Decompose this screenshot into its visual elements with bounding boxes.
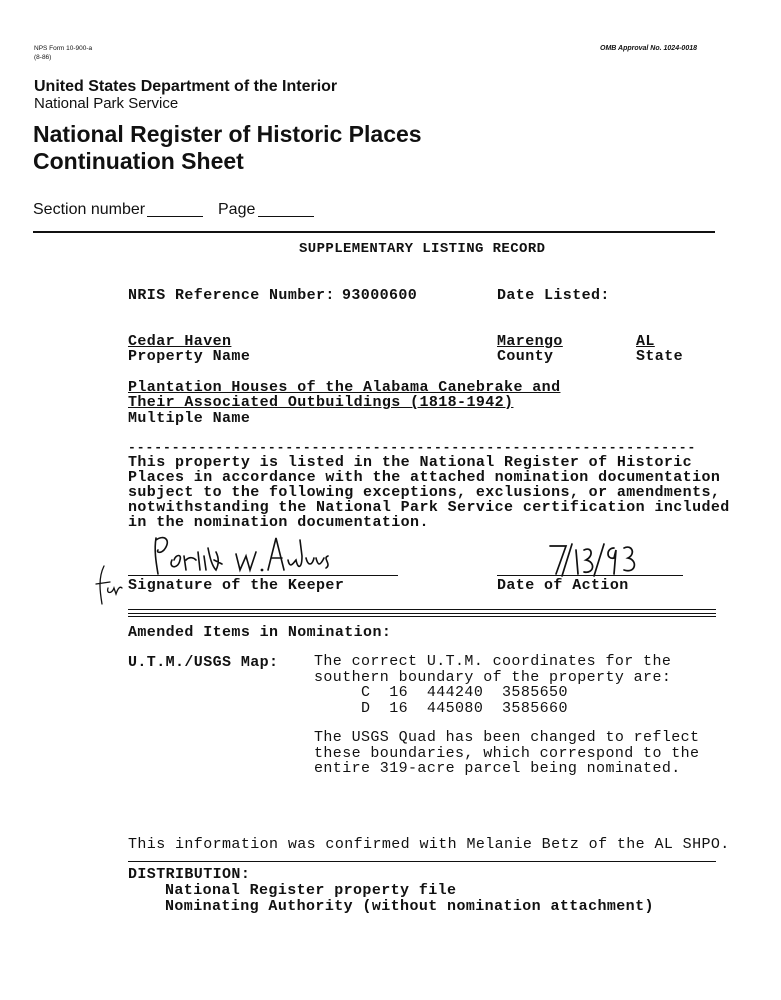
date-of-action-line: [497, 575, 683, 576]
date-of-action-label: Date of Action: [497, 577, 629, 594]
dashed-divider: -----------------------------------------------------------------: [128, 440, 697, 455]
department: United States Department of the Interior: [34, 78, 338, 95]
margin-initial-mark: [94, 562, 124, 607]
multiple-name-label: Multiple Name: [128, 410, 251, 427]
form-date: (8-86): [34, 54, 52, 61]
statement-line: Places in accordance with the attached nomination documentation: [128, 469, 721, 486]
property-name-value: Cedar Haven: [128, 333, 232, 350]
header-rule: [33, 231, 715, 233]
usgs-line: these boundaries, which correspond to the: [314, 744, 700, 762]
utm-label: U.T.M./USGS Map:: [128, 654, 279, 671]
distribution-label: DISTRIBUTION:: [128, 866, 251, 883]
utm-coordinate-d: D 16 445080 3585660: [314, 699, 568, 717]
utm-line: southern boundary of the property are:: [314, 668, 672, 686]
page-label: Page: [218, 201, 256, 218]
amended-heading: Amended Items in Nomination:: [128, 624, 392, 641]
utm-statement: [314, 654, 671, 716]
form-number: NPS Form 10-900-a: [34, 45, 93, 52]
county-value: Marengo: [497, 333, 563, 350]
statement-line: in the nomination documentation.: [128, 514, 429, 531]
date-of-action-handwritten: [540, 540, 640, 576]
signature-line: [128, 575, 398, 576]
keeper-signature: [150, 530, 350, 580]
usgs-line: entire 319-acre parcel being nominated.: [314, 760, 681, 777]
listing-statement: [128, 455, 730, 530]
nris-value: 93000600: [342, 287, 418, 304]
double-divider: [128, 609, 716, 614]
distribution-item: Nominating Authority (without nomination attachment): [165, 898, 654, 915]
section-number-field: [147, 216, 203, 217]
date-listed-label: Date Listed:: [497, 287, 610, 304]
multiple-name-line1: Plantation Houses of the Alabama Canebrake and: [128, 379, 561, 396]
statement-line: notwithstanding the National Park Service certification included: [128, 499, 730, 516]
distribution-item: National Register property file: [165, 882, 457, 899]
usgs-statement: [314, 730, 699, 777]
multiple-name-line2: Their Associated Outbuildings (1818-1942): [128, 394, 514, 411]
nris-label: NRIS Reference Number:: [128, 287, 335, 304]
state-label: State: [636, 348, 684, 365]
page-title-line1: National Register of Historic Places: [33, 121, 422, 147]
double-divider-lower: [128, 616, 716, 617]
utm-line: The correct U.T.M. coordinates for the: [314, 653, 672, 670]
page-field: [258, 216, 314, 217]
record-heading: SUPPLEMENTARY LISTING RECORD: [299, 241, 546, 257]
usgs-line: The USGS Quad has been changed to reflect: [314, 729, 700, 746]
page-title-line2: Continuation Sheet: [33, 148, 244, 174]
state-value: AL: [636, 333, 655, 350]
property-name-label: Property Name: [128, 348, 251, 365]
statement-line: subject to the following exceptions, exclusions, or amendments,: [128, 484, 721, 501]
section-number-label: Section number: [33, 201, 146, 218]
signature-label: Signature of the Keeper: [128, 577, 345, 594]
agency: National Park Service: [34, 95, 179, 112]
confirmation-note: This information was confirmed with Melanie Betz of the AL SHPO.: [128, 836, 730, 853]
statement-line: This property is listed in the National Register of Historic: [128, 454, 693, 471]
county-label: County: [497, 348, 554, 365]
distribution-rule: [128, 861, 716, 862]
utm-coordinate-c: C 16 444240 3585650: [314, 684, 568, 701]
omb-approval: OMB Approval No. 1024-0018: [600, 45, 697, 52]
